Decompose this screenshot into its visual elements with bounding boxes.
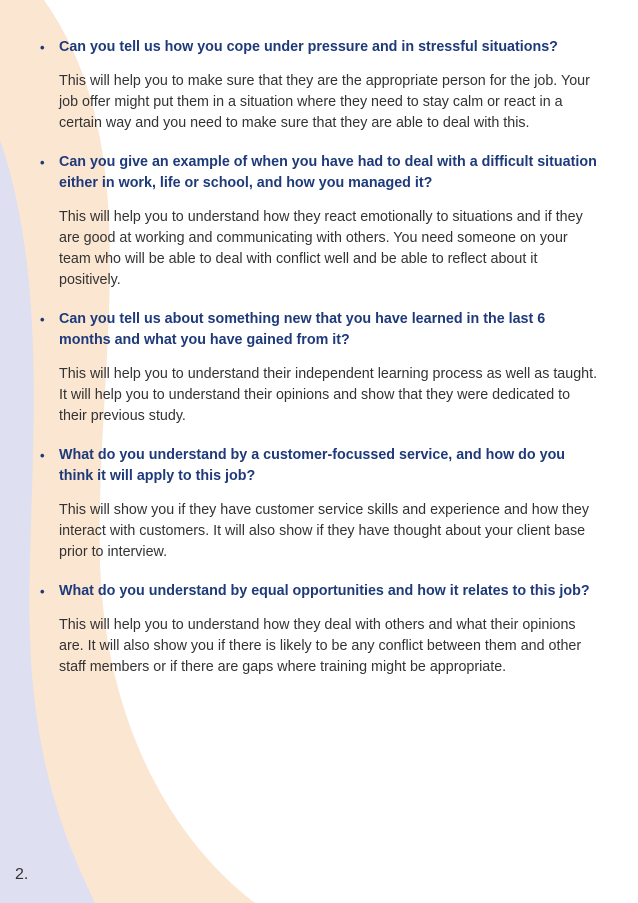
answer-text: This will help you to make sure that they are the appropriate person for the job. Your job offer might put them in a situation where they need to stay calm or react in a certain way and you need to make sure that they are able to deal with this. bbox=[59, 73, 590, 131]
answer-text: This will help you to understand how they deal with others and what their opinions are. It will also show you if there is likely to be any conflict between them and other staff members or if there are gaps where training might be appropriate. bbox=[59, 617, 582, 675]
question-item bbox=[38, 445, 598, 563]
question-heading bbox=[38, 309, 598, 351]
question-item bbox=[38, 309, 598, 427]
page-number: 2. bbox=[15, 866, 29, 883]
question-text: Can you tell us about something new that you have learned in the last 6 months and what you have gained from it? bbox=[59, 311, 546, 348]
question-text: Can you tell us how you cope under pressure and in stressful situations? bbox=[59, 39, 558, 55]
bullet-icon: • bbox=[40, 448, 45, 463]
bullet-icon: • bbox=[40, 312, 45, 327]
question-heading bbox=[38, 445, 598, 487]
question-text: What do you understand by a customer-focussed service, and how do you think it will apply to this job? bbox=[59, 447, 566, 484]
question-list bbox=[38, 37, 598, 696]
bullet-icon: • bbox=[40, 40, 45, 55]
question-heading bbox=[38, 37, 598, 58]
question-text: What do you understand by equal opportunities and how it relates to this job? bbox=[59, 583, 590, 599]
answer-text: This will help you to understand their independent learning process as well as taught. It will help you to understand their opinions and show that they were dedicated to their previous study. bbox=[59, 366, 598, 424]
bullet-icon: • bbox=[40, 155, 45, 170]
question-heading bbox=[38, 152, 598, 194]
question-text: Can you give an example of when you have had to deal with a difficult situation either in work, life or school, and how you managed it? bbox=[59, 154, 597, 191]
answer-text: This will show you if they have customer service skills and experience and how they interact with customers. It will also show if they have thought about your client base prior to interview. bbox=[59, 502, 590, 560]
bullet-icon: • bbox=[40, 584, 45, 599]
question-heading bbox=[38, 581, 598, 602]
question-item bbox=[38, 152, 598, 291]
answer-text: This will help you to understand how they react emotionally to situations and if they are good at working and communicating with others. You need someone on your team who will be able to deal with conflict well and be able to reflect about it positively. bbox=[59, 209, 583, 288]
question-item bbox=[38, 37, 598, 134]
question-item bbox=[38, 581, 598, 678]
